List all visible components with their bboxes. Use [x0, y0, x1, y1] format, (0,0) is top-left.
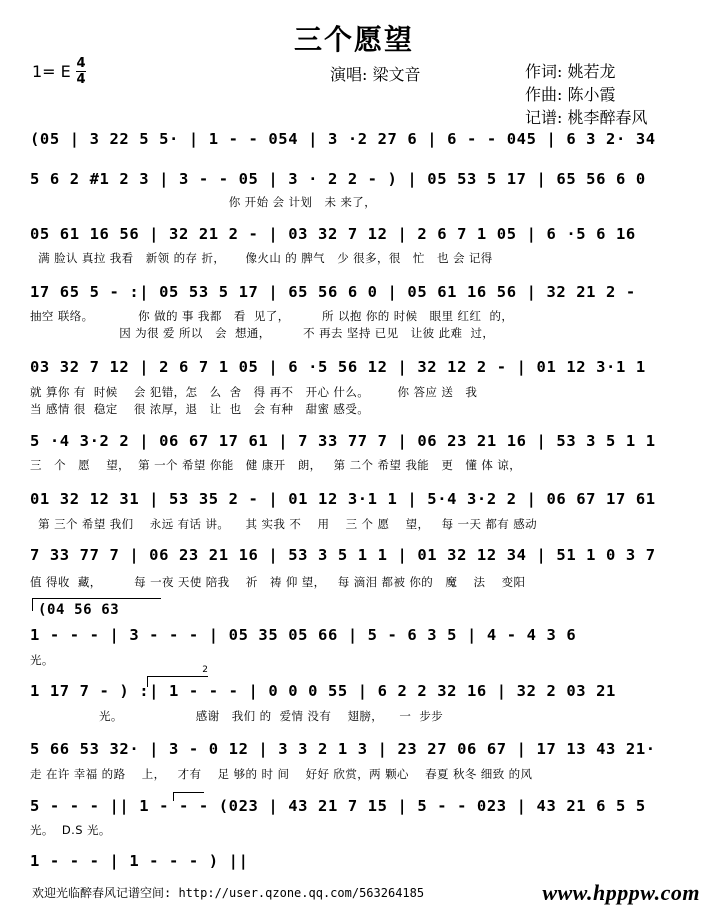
time-signature-top: 4 — [76, 56, 86, 71]
score-row-5-lyrics: 就 算你 有 时候 会 犯错，怎 么 舍 得 再不 开心 什么。 你 答应 送 我 当 感情 很 稳定 很 浓厚，退 让 也 会 有种 甜蜜 感受。 — [30, 385, 478, 416]
singer-credit: 演唱: 梁文音 — [330, 65, 421, 84]
volta-notes: (04 56 63 — [38, 602, 120, 618]
time-signature-bottom: 4 — [76, 72, 86, 87]
lyricist-credit: 作词: 姚若龙 — [525, 62, 616, 81]
score-row-2-notes: 5 6 2 #1 2 3 | 3 - - 05 | 3 · 2 2 - ) | 05 53 5 17 | 65 56 6 0 — [30, 170, 646, 188]
score-row-12-notes: 5 - - - || 1 - - - (023 | 43 21 7 15 | 5 - - 023 | 43 21 6 5 5 — [30, 797, 646, 815]
score-row-9-lyrics: 光。 — [30, 653, 54, 667]
footer-text: 欢迎光临醉春风记谱空间: http://user.qzone.qq.com/563264185 — [32, 886, 425, 900]
credits-block — [525, 60, 647, 129]
score-row-11-lyrics: 走 在许 幸福 的路 上， 才有 足 够的 时 间 好好 欣赏，两 颗心 春夏 秋冬 细致 的风 — [30, 767, 533, 781]
transcriber-credit: 记谱: 桃李醉春风 — [525, 108, 648, 127]
score-row-6-lyrics: 三 个 愿 望， 第 一个 希望 你能 健 康开 朗， 第 二个 希望 我能 更 懂 体 谅， — [30, 458, 522, 472]
score-row-7-notes: 01 32 12 31 | 53 35 2 - | 01 12 3·1 1 | 5·4 3·2 2 | 06 67 17 61 — [30, 490, 656, 508]
second-ending-number: 2 — [202, 665, 208, 675]
score-row-13-notes: 1 - - - | 1 - - - ) || — [30, 852, 249, 870]
score-row-3-lyrics: 满 脸认 真拉 我看 新领 的存 折， 像火山 的 脾气 少 很多，很 忙 也 会 记得 — [30, 251, 493, 265]
time-signature — [76, 56, 86, 87]
score-row-12-lyrics: 光。 D.S 光。 — [30, 823, 111, 837]
score-row-9-notes: 1 - - - | 3 - - - | 05 35 05 66 | 5 - 6 3 5 | 4 - 4 3 6 — [30, 626, 577, 644]
score-row-5-notes: 03 32 7 12 | 2 6 7 1 05 | 6 ·5 56 12 | 32 12 2 - | 01 12 3·1 1 — [30, 358, 646, 376]
key-signature: 1= E — [32, 62, 71, 81]
score-row-4-notes: 17 65 5 - :| 05 53 5 17 | 65 56 6 0 | 05 61 16 56 | 32 21 2 - — [30, 283, 636, 301]
score-row-7-lyrics: 第 三个 希望 我们 永远 有话 讲。 其 实我 不 用 三 个 愿 望， 每 一天 都有 感动 — [30, 517, 538, 531]
score-row-8-lyrics: 值 得收 藏， 每 一夜 天使 陪我 祈 祷 仰 望， 每 滴泪 都被 你的 魔 法 变阳 — [30, 575, 526, 589]
watermark-logo: www.hpppw.com — [542, 880, 700, 905]
score-row-11-notes: 5 66 53 32· | 3 - 0 12 | 3 3 2 1 3 | 23 27 06 67 | 17 13 43 21· — [30, 740, 656, 758]
score-row-10-notes: 1 17 7 - ) :| 1 - - - | 0 0 0 55 | 6 2 2 32 16 | 32 2 03 21 — [30, 682, 616, 700]
score-row-2-lyrics: 你 开始 会 计划 未 来了， — [30, 195, 377, 209]
score-row-3-notes: 05 61 16 56 | 32 21 2 - | 03 32 7 12 | 2 6 7 1 05 | 6 ·5 6 16 — [30, 225, 636, 243]
score-row-8-notes: 7 33 77 7 | 06 23 21 16 | 53 3 5 1 1 | 01 32 12 34 | 51 1 0 3 7 — [30, 546, 656, 564]
score-row-6-notes: 5 ·4 3·2 2 | 06 67 17 61 | 7 33 77 7 | 06 23 21 16 | 53 3 5 1 1 — [30, 432, 656, 450]
song-title: 三个愿望 — [293, 23, 414, 56]
score-row-1-notes: (05 | 3 22 5 5· | 1 - - 054 | 3 ·2 27 6 | 6 - - 045 | 6 3 2· 34 — [30, 130, 656, 148]
score-row-10-lyrics: 光。 感谢 我们 的 爱情 没有 翅膀， 一 步步 — [30, 709, 444, 723]
score-row-4-lyrics: 抽空 联络。 你 做的 事 我都 看 见了， 所 以抱 你的 时候 眼里 红红 的， 因 为很 爱 所以 会 想通， 不 再去 坚持 已见 让彼 此难 过， — [30, 309, 514, 340]
composer-credit: 作曲: 陈小霞 — [525, 85, 616, 104]
